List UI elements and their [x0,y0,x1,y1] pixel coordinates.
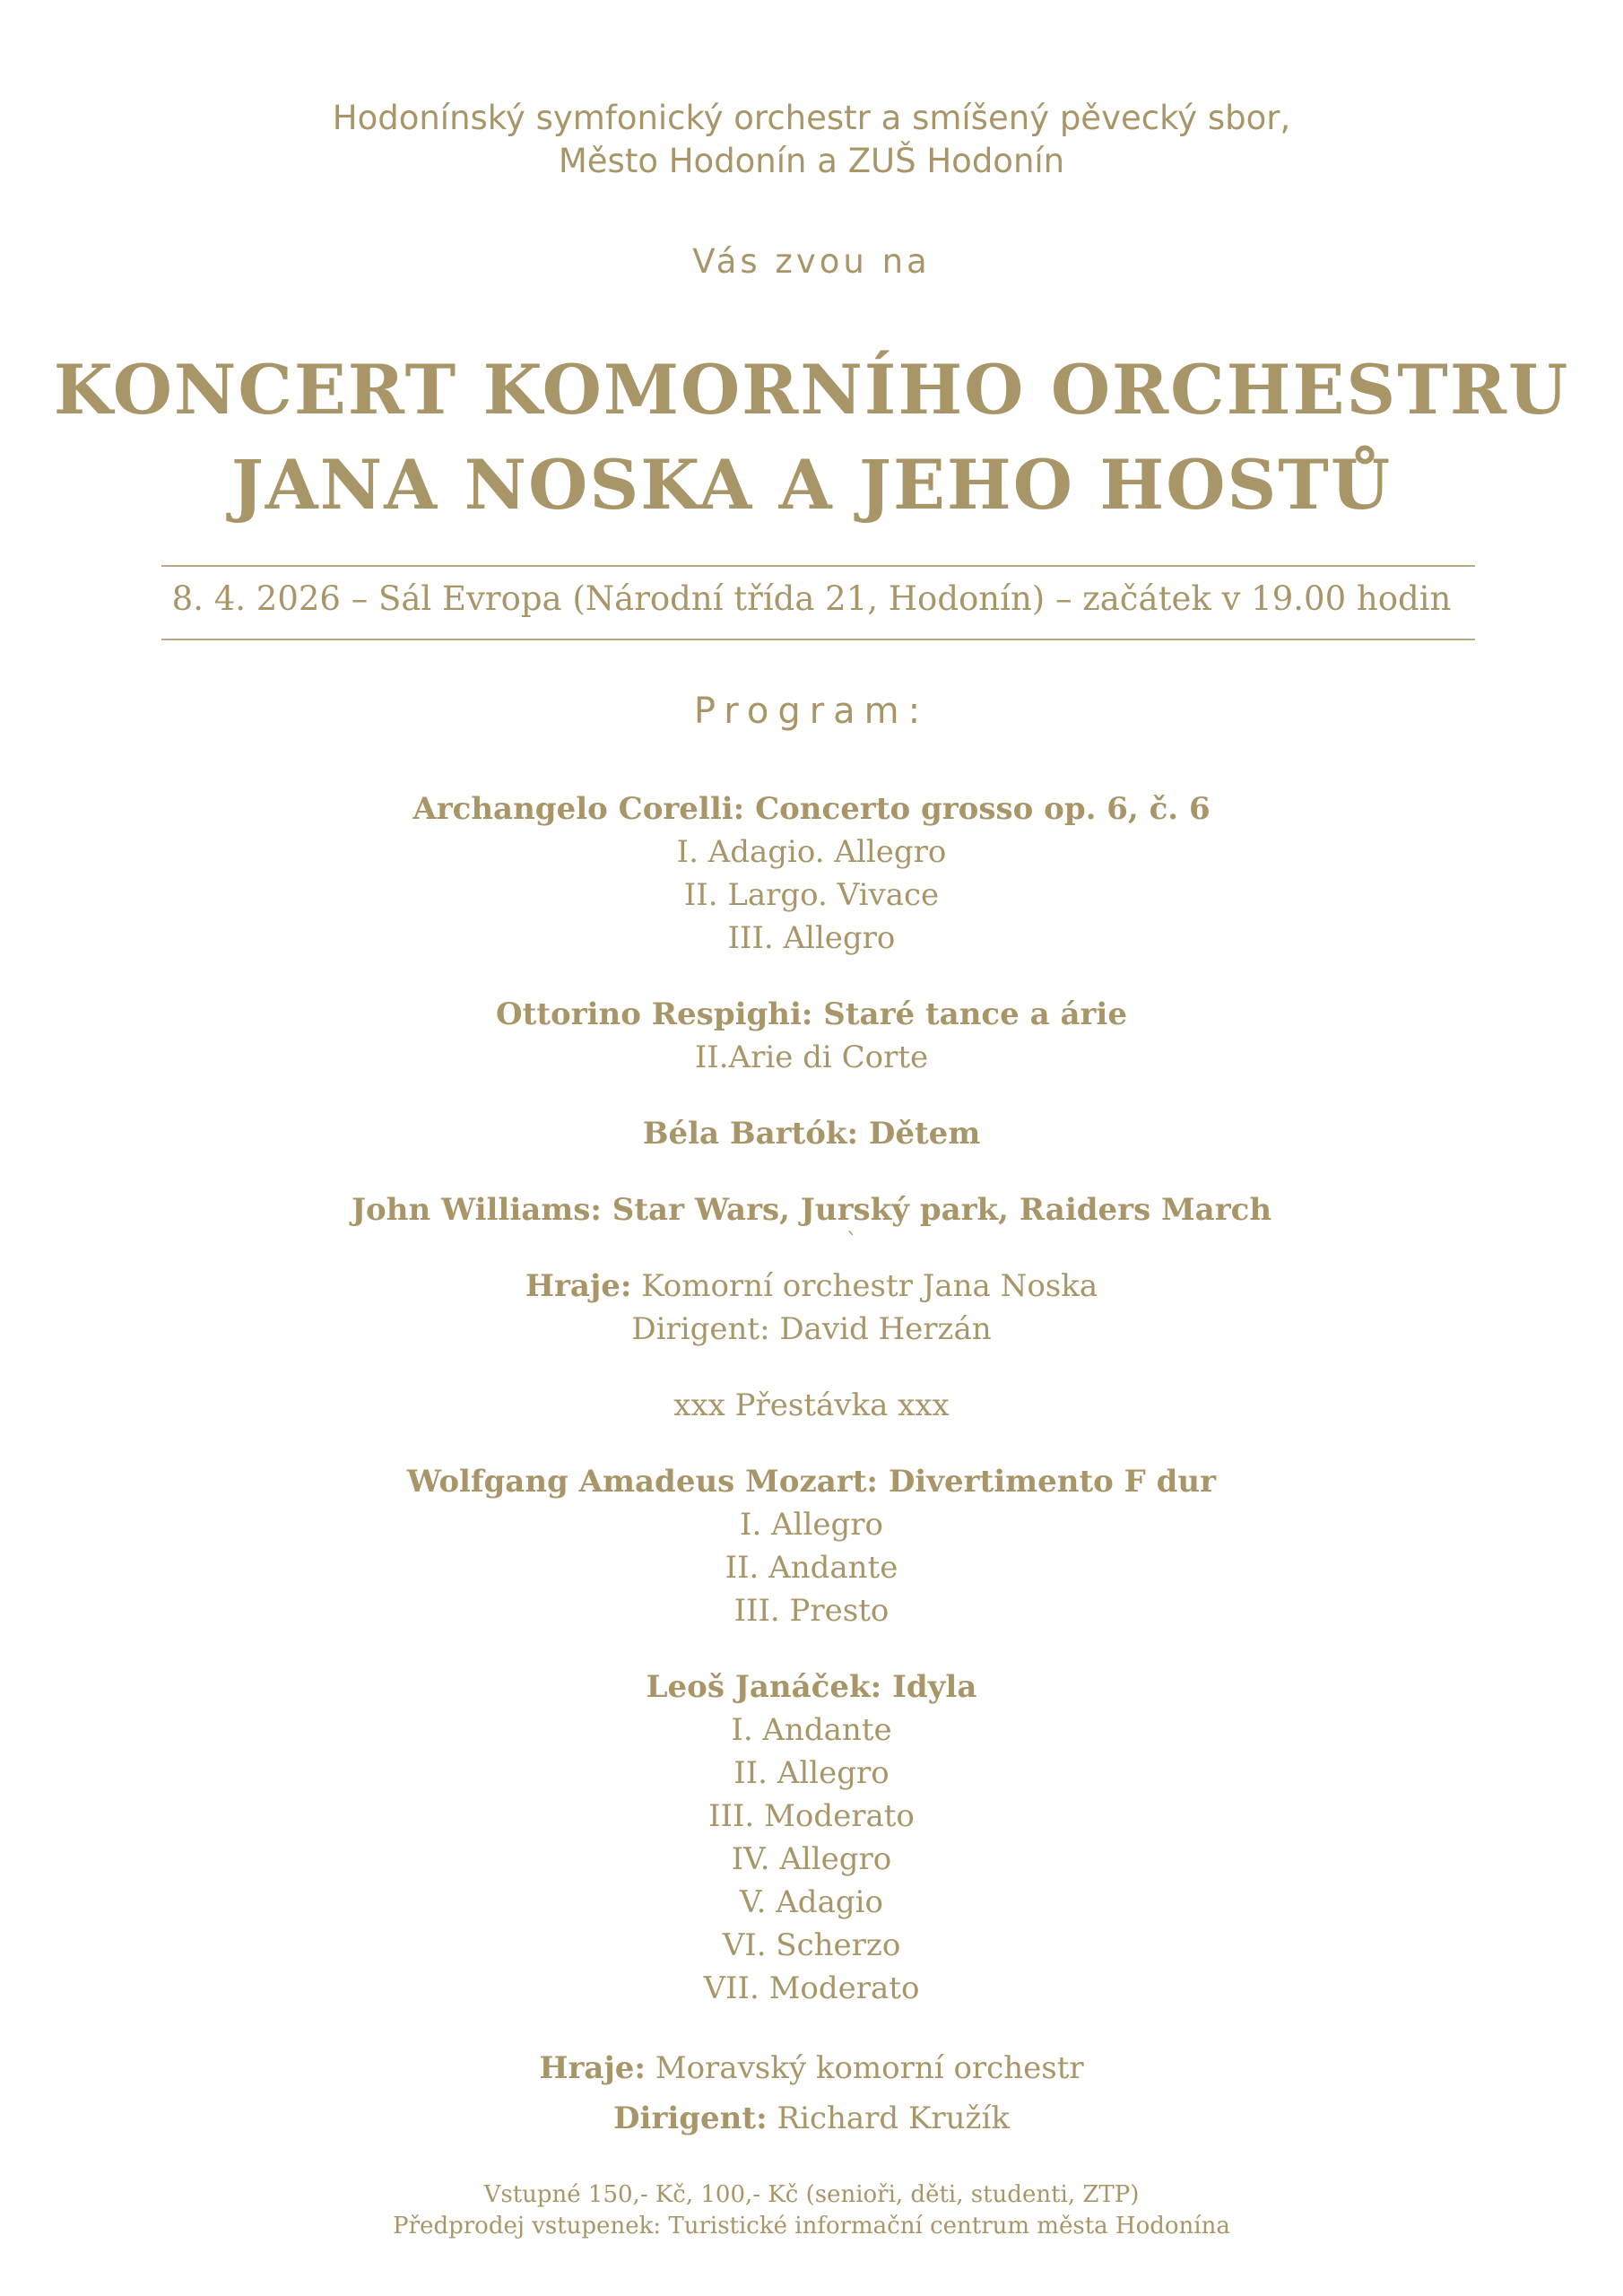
intermission: xxx Přestávka xxx [673,1387,950,1423]
movement: II.Arie di Corte [694,1039,929,1075]
performers-line [0,1265,1623,1308]
performers-block [0,1265,1623,1351]
organizers-line: Hodonínský symfonický orchestr a smíšený pěvecký sbor, [332,99,1291,137]
movement: I. Allegro [740,1507,883,1543]
conductor-line: Dirigent: David Herzán [631,1311,992,1347]
program-heading: Program: [693,691,930,732]
piece-heading: Ottorino Respighi: Staré tance a árie [496,996,1127,1032]
movement: II. Largo. Vivace [683,877,940,913]
movement: VI. Scherzo [722,1927,901,1963]
piece-heading: Archangelo Corelli: Concerto grosso op. 6, č. 6 [412,791,1211,827]
movement: III. Moderato [708,1798,915,1834]
program-piece [0,787,1623,960]
top-divider [161,565,1475,567]
conductor-line [0,2093,1623,2144]
movement: III. Presto [733,1593,890,1629]
program-piece [0,1188,1623,1231]
stray-mark: ` [846,1229,857,1254]
title-line: JANA NOSKA A JEHO HOSTŮ [230,445,1393,525]
movement: IV. Allegro [731,1841,892,1877]
performers-line [0,2043,1623,2093]
program-piece [0,993,1623,1079]
performers-label: Hraje: [525,1268,632,1304]
movement: I. Adagio. Allegro [676,834,947,870]
footer-line-tickets: Vstupné 150,- Kč, 100,- Kč (senioři, děti, studenti, ZTP) [483,2181,1140,2208]
conductor-label: Dirigent: [613,2100,768,2136]
movement: II. Andante [725,1550,898,1586]
footer [0,2179,1623,2242]
piece-heading: Leoš Janáček: Idyla [646,1669,977,1705]
bottom-divider [161,639,1475,640]
organizers-line: Město Hodonín a ZUŠ Hodonín [558,142,1065,180]
piece-heading: John Williams: Star Wars, Jurský park, Raiders March [351,1192,1272,1228]
concert-title [0,343,1623,533]
program-piece [0,1665,1623,2010]
performers-block [0,2043,1623,2144]
piece-heading: Béla Bartók: Dětem [642,1116,981,1152]
event-date-venue: 8. 4. 2026 – Sál Evropa (Národní třída 21, Hodonín) – začátek v 19.00 hodin [171,579,1452,618]
program-piece [0,1460,1623,1632]
performers-name: Komorní orchestr Jana Noska [641,1268,1098,1304]
performers-label: Hraje: [539,2050,646,2086]
conductor-name: Richard Kružík [777,2100,1010,2136]
program-list [0,787,1623,2177]
movement: I. Andante [731,1712,892,1748]
organizers-block [0,97,1623,183]
movement: II. Allegro [733,1755,890,1791]
footer-line-presale: Předprodej vstupenek: Turistické informační centrum města Hodonína [393,2213,1230,2239]
movement: III. Allegro [727,920,896,956]
invite-text: Vás zvou na [692,242,931,281]
program-piece [0,1112,1623,1155]
performers-name: Moravský komorní orchestr [655,2050,1084,2086]
title-line: KONCERT KOMORNÍHO ORCHESTRU [53,350,1570,430]
movement: V. Adagio [740,1884,883,1920]
movement: VII. Moderato [703,1970,920,2006]
piece-heading: Wolfgang Amadeus Mozart: Divertimento F dur [406,1464,1217,1500]
